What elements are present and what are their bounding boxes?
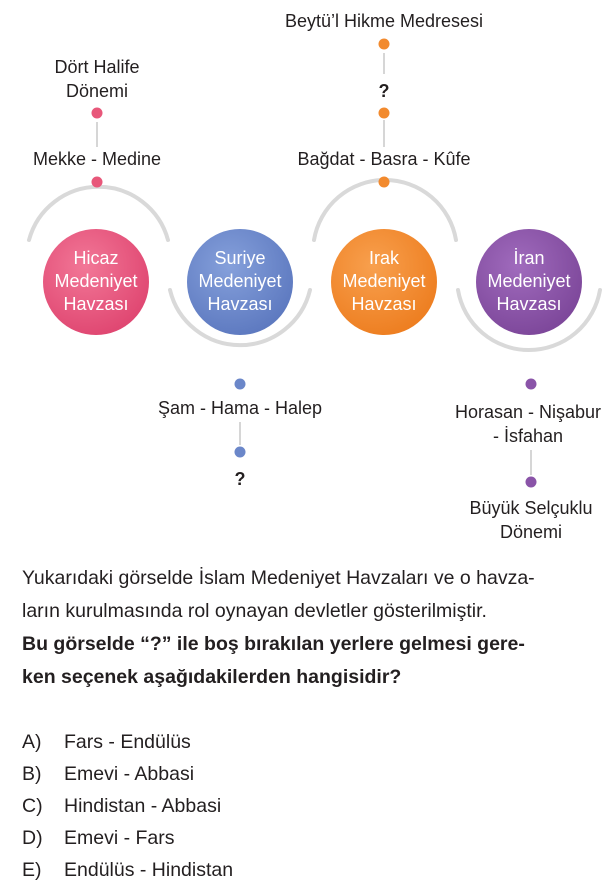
- dot-iran-bottom: [526, 477, 537, 488]
- option-text: Endülüs - Hindistan: [64, 859, 234, 881]
- iran-bottom-label-2: Dönemi: [499, 522, 563, 542]
- suriye-line-1: Suriye: [214, 248, 266, 268]
- iran-line-3: Havzası: [496, 294, 562, 314]
- option-letter: B): [22, 763, 42, 785]
- hicaz-circle-label: [46, 247, 146, 316]
- question-line-2: ların kurulmasında rol oynayan devletler gösterilmiştir.: [22, 600, 487, 622]
- irak-line-3: Havzası: [351, 294, 417, 314]
- option-e[interactable]: [22, 854, 582, 886]
- option-b[interactable]: [22, 758, 582, 790]
- irak-cities-label: Bağdat - Basra - Kûfe: [297, 149, 471, 169]
- iran-bottom-label-1: Büyük Selçuklu: [469, 498, 593, 518]
- question-line-1: Yukarıdaki görselde İslam Medeniyet Havzaları ve o havza-: [22, 567, 535, 589]
- hicaz-top-label-2: Dönemi: [65, 81, 129, 101]
- dot-irak-top: [379, 39, 390, 50]
- option-text: Hindistan - Abbasi: [64, 795, 222, 817]
- hicaz-line-1: Hicaz: [73, 248, 119, 268]
- suriye-unknown-mark: ?: [234, 469, 246, 489]
- hicaz-line-2: Medeniyet: [54, 271, 138, 291]
- hicaz-line-3: Havzası: [63, 294, 129, 314]
- suriye-circle-label: [190, 247, 290, 316]
- suriye-cities-label: Şam - Hama - Halep: [157, 398, 323, 418]
- irak-line-1: Irak: [368, 248, 399, 268]
- option-letter: C): [22, 795, 43, 817]
- irak-top-label: Beytü’l Hikme Medresesi: [284, 11, 484, 31]
- dot-hicaz-top: [92, 108, 103, 119]
- suriye-line-2: Medeniyet: [198, 271, 282, 291]
- option-letter: A): [22, 731, 42, 753]
- dot-irak-mid: [379, 108, 390, 119]
- irak-line-2: Medeniyet: [342, 271, 426, 291]
- dot-suriye-top: [235, 379, 246, 390]
- iran-line-1: İran: [513, 248, 545, 268]
- option-a[interactable]: [22, 726, 582, 758]
- question-bold-line-1: Bu görselde “?” ile boş bırakılan yerlere gelmesi gere-: [22, 633, 525, 655]
- suriye-line-3: Havzası: [207, 294, 273, 314]
- option-text: Emevi - Fars: [64, 827, 175, 849]
- iran-cities-label-2: - İsfahan: [492, 426, 564, 446]
- hicaz-top-label-1: Dört Halife: [54, 57, 140, 77]
- iran-line-2: Medeniyet: [487, 271, 571, 291]
- option-c[interactable]: [22, 790, 582, 822]
- option-letter: D): [22, 827, 43, 849]
- dot-irak-bottom: [379, 177, 390, 188]
- irak-circle-label: [334, 247, 434, 316]
- option-text: Fars - Endülüs: [64, 731, 191, 753]
- question-bold-line-2: ken seçenek aşağıdakilerden hangisidir?: [22, 666, 402, 688]
- option-letter: E): [22, 859, 42, 881]
- dot-suriye-bottom: [235, 447, 246, 458]
- iran-circle-label: [479, 247, 579, 316]
- irak-unknown-mark: ?: [378, 81, 390, 101]
- hicaz-cities-label: Mekke - Medine: [32, 149, 162, 169]
- option-text: Emevi - Abbasi: [64, 763, 195, 785]
- question-text: [22, 562, 597, 694]
- answer-options: [22, 726, 582, 886]
- option-d[interactable]: [22, 822, 582, 854]
- iran-cities-label-1: Horasan - Nişabur: [454, 402, 602, 422]
- dot-iran-top: [526, 379, 537, 390]
- dot-hicaz-mid: [92, 177, 103, 188]
